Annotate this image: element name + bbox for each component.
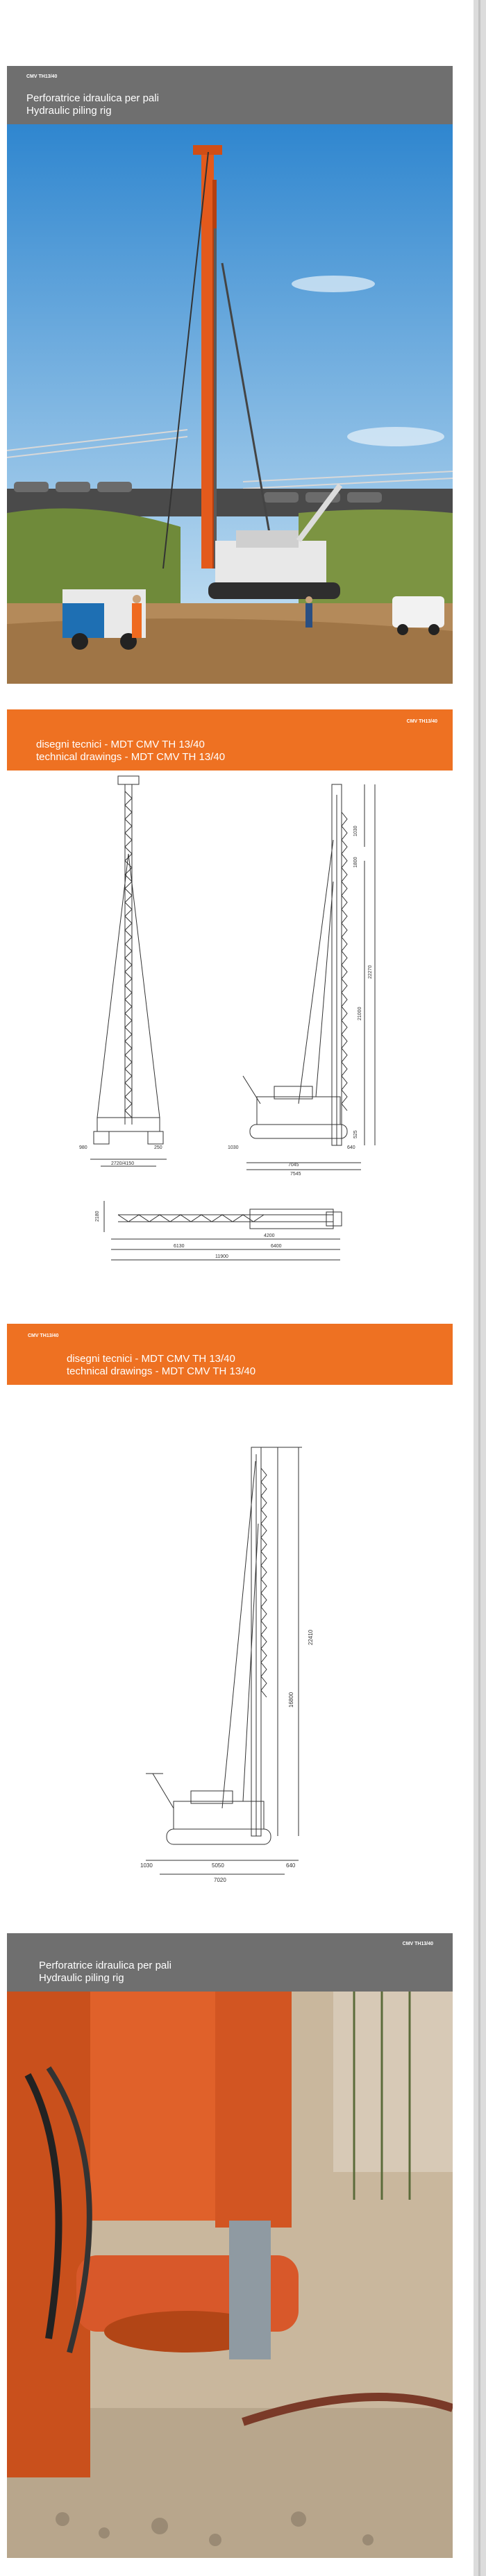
dim-label: 1030 [140,1862,153,1869]
dim-label: 7045 [288,1163,299,1168]
dim-label: 1030 [353,825,358,836]
dim-label: 21000 [358,1007,362,1020]
dim-label: 640 [347,1145,355,1150]
dim-label: 6400 [271,1244,282,1249]
title-italian: Perforatrice idraulica per pali [26,92,159,104]
page-2 [7,709,453,1313]
model-code: CMV TH13/40 [26,74,58,79]
page-3 [7,1324,453,1914]
title-english: Hydraulic piling rig [26,105,112,117]
dim-label: 7545 [290,1172,301,1177]
dim-label: 2180 [95,1211,100,1222]
page-header [7,1324,453,1385]
dim-label: 1030 [228,1145,239,1150]
title-english: technical drawings - MDT CMV TH 13/40 [36,751,226,763]
title-italian: disegni tecnici - MDT CMV TH 13/40 [36,739,205,750]
dim-label: 22410 [308,1629,314,1645]
page-1 [7,66,453,684]
page-header [7,709,453,771]
dim-label: 22270 [368,965,373,979]
dim-label: 2720/4150 [111,1161,135,1166]
dim-label: 11900 [215,1254,228,1259]
model-code: CMV TH13/40 [406,719,437,724]
title-italian: Perforatrice idraulica per pali [39,1960,171,1971]
drilling-head-photo [7,1992,453,2558]
dim-label: 6130 [174,1244,185,1249]
title-english: Hydraulic piling rig [39,1972,124,1984]
dim-label: 640 [286,1862,296,1869]
technical-drawings-front-side-top [7,771,453,1313]
page-header [7,1933,453,1992]
model-code: CMV TH13/40 [28,1333,59,1338]
document-scrollbar[interactable] [474,0,486,2576]
title-english: technical drawings - MDT CMV TH 13/40 [67,1365,256,1377]
page-4 [7,1933,453,2558]
piling-rig-photo [7,124,453,684]
technical-drawing-side [7,1385,453,1914]
title-italian: disegni tecnici - MDT CMV TH 13/40 [67,1353,235,1365]
dim-label: 1800 [353,857,358,868]
dim-label: 16800 [288,1692,294,1708]
dim-label: 4200 [264,1234,275,1238]
model-code: CMV TH13/40 [402,1942,433,1946]
dim-label: 525 [353,1130,358,1138]
dim-label: 5050 [212,1862,224,1869]
page-header [7,66,453,124]
dim-label: 250 [154,1145,162,1150]
dim-label: 7020 [214,1877,226,1883]
dim-label: 980 [79,1145,87,1150]
